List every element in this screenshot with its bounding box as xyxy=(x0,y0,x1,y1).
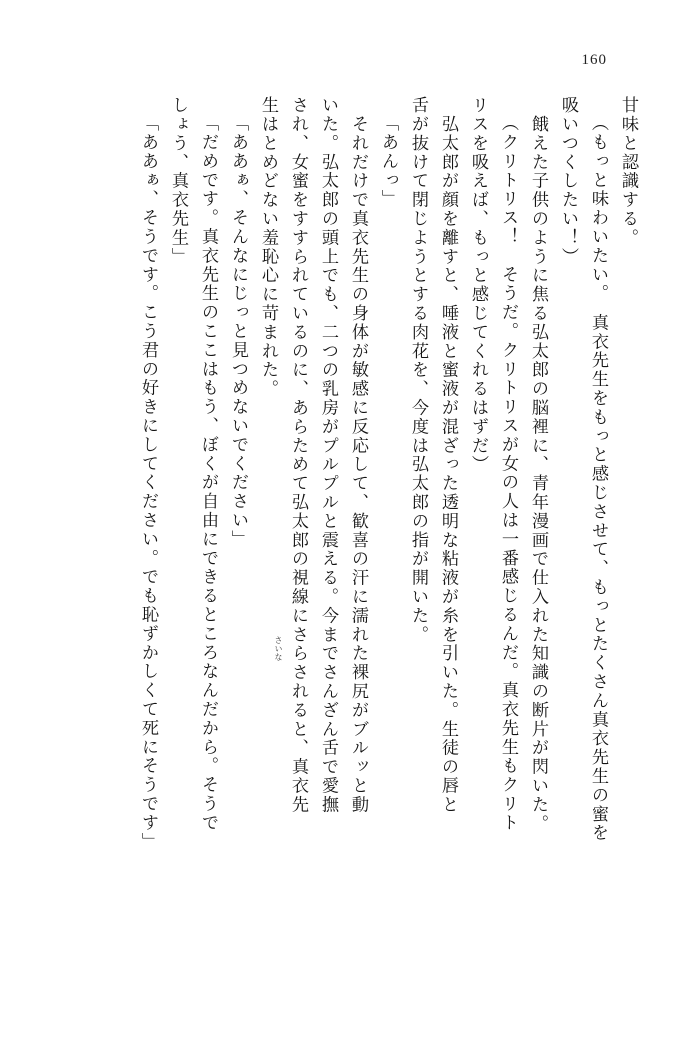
text-line: 「だめです。真衣先生のここはもう、ぼくが自由にできるところなんだから。そうで xyxy=(199,114,218,833)
text-line: それだけで真衣先生の身体が敏感に反応して、歓喜の汗に濡れた裸尻がブルッと動 xyxy=(349,96,368,815)
text-line: （もっと味わいたい。 真衣先生をもっと感じさせて、もっとたくさん真衣先生の蜜を xyxy=(589,114,608,843)
text-line: 生はとめどない羞恥心に苛まれた。 xyxy=(259,96,278,399)
text-line: 「あんっ」 xyxy=(379,114,398,209)
text-line: リスを吸えば、もっと感じてくれるはずだ） xyxy=(469,96,488,474)
text-line: され、女蜜をすすられているのに、あらためて弘太郎の視線にさらされると、真衣先 さいな xyxy=(274,96,308,815)
text-line: 「ああぁ、そうです。こう君の好きにしてください。でも恥ずかしくて死にそうです」 xyxy=(139,114,158,852)
text-line: 舌が抜けて閉じようとする肉花を、今度は弘太郎の指が開いた。 xyxy=(409,96,428,645)
text-line: 吸いつくしたい！） xyxy=(559,96,578,267)
text-line: いた。弘太郎の頭上でも、二つの乳房がプルプルと震える。今までさんざん舌で愛撫 xyxy=(319,96,338,815)
text-line: 餓えた子供のように焦る弘太郎の脳裡に、青年漫画で仕入れた知識の断片が閃いた。 xyxy=(529,96,548,834)
text-line: 「ああぁ、そんなにじっと見つめないでください」 xyxy=(229,114,248,549)
vertical-body-text xyxy=(58,96,637,976)
text-line: 弘太郎が顔を離すと、唾液と蜜液が混ざった透明な粘液が糸を引いた。生徒の唇と xyxy=(439,96,458,815)
text-line: 甘味と認識する。 xyxy=(619,96,638,248)
page-number: 160 xyxy=(581,52,607,68)
ruby-annotation: さいな xyxy=(274,636,283,662)
text-line: （クリトリス！ そうだ。クリトリスが女の人は一番感じるんだ。真衣先生もクリト xyxy=(499,114,518,833)
text-line: しょう、真衣先生」 xyxy=(169,96,188,267)
